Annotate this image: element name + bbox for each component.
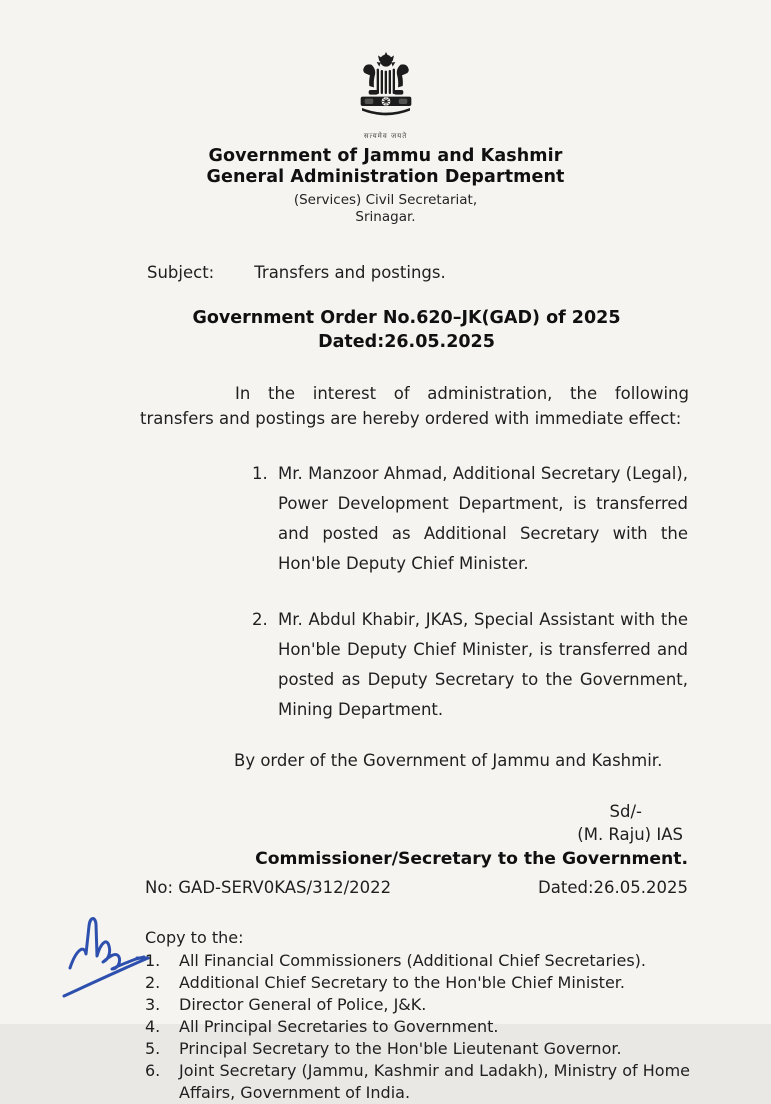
subject-label: Subject: bbox=[147, 263, 215, 283]
subject-row bbox=[147, 263, 688, 282]
reference-number: No: GAD-SERV0KAS/312/2022 bbox=[145, 878, 392, 898]
copy-to-list bbox=[145, 950, 703, 1104]
by-order-line: By order of the Government of Jammu and Kashmir. bbox=[234, 750, 663, 770]
subject-value: Transfers and postings. bbox=[254, 263, 446, 283]
order-title-block bbox=[0, 307, 771, 353]
emblem-motto: सत्यमेव जयते bbox=[363, 132, 408, 140]
signatory-name: (M. Raju) IAS bbox=[577, 825, 683, 845]
signature-block bbox=[0, 800, 688, 871]
copy-to-item-number: 1. bbox=[145, 951, 161, 971]
org-address-line2: Srinagar. bbox=[355, 208, 416, 225]
copy-to-item-number: 4. bbox=[145, 1017, 161, 1037]
copy-to-heading: Copy to the: bbox=[145, 928, 244, 948]
order-date: Dated:26.05.2025 bbox=[318, 331, 495, 352]
national-emblem-of-india-icon bbox=[346, 48, 426, 132]
copy-to-item-number: 6. bbox=[145, 1061, 161, 1081]
copy-to-block bbox=[145, 927, 703, 1104]
transfer-item-number: 1. bbox=[252, 463, 268, 483]
copy-to-item bbox=[145, 1060, 703, 1104]
transfer-item bbox=[252, 459, 688, 579]
reference-date: Dated:26.05.2025 bbox=[538, 878, 688, 898]
copy-to-item-text: Principal Secretary to the Hon'ble Lieutenant Governor. bbox=[179, 1039, 622, 1059]
document-header bbox=[0, 0, 771, 226]
transfer-item bbox=[252, 605, 688, 725]
intro-paragraph: In the interest of administration, the following transfers and postings are hereby ordered with immediate effect: bbox=[140, 383, 689, 429]
copy-to-item bbox=[145, 972, 703, 994]
copy-to-item bbox=[145, 950, 703, 972]
org-name-line1: Government of Jammu and Kashmir bbox=[208, 146, 563, 166]
copy-to-item bbox=[145, 1038, 703, 1060]
copy-to-item-text: Joint Secretary (Jammu, Kashmir and Ladakh), Ministry of Home Affairs, Government of India. bbox=[179, 1061, 690, 1103]
copy-to-item-text: All Financial Commissioners (Additional Chief Secretaries). bbox=[179, 951, 646, 971]
signatory-designation: Commissioner/Secretary to the Government. bbox=[255, 848, 688, 869]
transfer-item-text: Mr. Abdul Khabir, JKAS, Special Assistant with the Hon'ble Deputy Chief Minister, is transferred and posted as Deputy Secretary to the Government, Mining Department. bbox=[278, 609, 688, 719]
transfer-item-text: Mr. Manzoor Ahmad, Additional Secretary (Legal), Power Development Department, is transferred and posted as Additional Secretary with the Hon'ble Deputy Chief Minister. bbox=[278, 463, 688, 573]
copy-to-item-number: 3. bbox=[145, 995, 161, 1015]
handwritten-signature bbox=[56, 902, 172, 1008]
copy-to-item-number: 5. bbox=[145, 1039, 161, 1059]
copy-to-item-text: Additional Chief Secretary to the Hon'ble Chief Minister. bbox=[179, 973, 625, 993]
signature-sd: Sd/- bbox=[609, 801, 642, 821]
org-name-line2: General Administration Department bbox=[206, 167, 565, 188]
reference-row bbox=[145, 878, 688, 897]
org-address-line1: (Services) Civil Secretariat, bbox=[293, 191, 478, 208]
copy-to-item-text: All Principal Secretaries to Government. bbox=[179, 1017, 499, 1037]
copy-to-item bbox=[145, 994, 703, 1016]
order-number: Government Order No.620–JK(GAD) of 2025 bbox=[192, 308, 621, 329]
transfer-items-list bbox=[252, 459, 688, 725]
copy-to-item bbox=[145, 1016, 703, 1038]
copy-to-item-number: 2. bbox=[145, 973, 161, 993]
copy-to-item-text: Director General of Police, J&K. bbox=[179, 995, 427, 1015]
transfer-item-number: 2. bbox=[252, 609, 268, 629]
